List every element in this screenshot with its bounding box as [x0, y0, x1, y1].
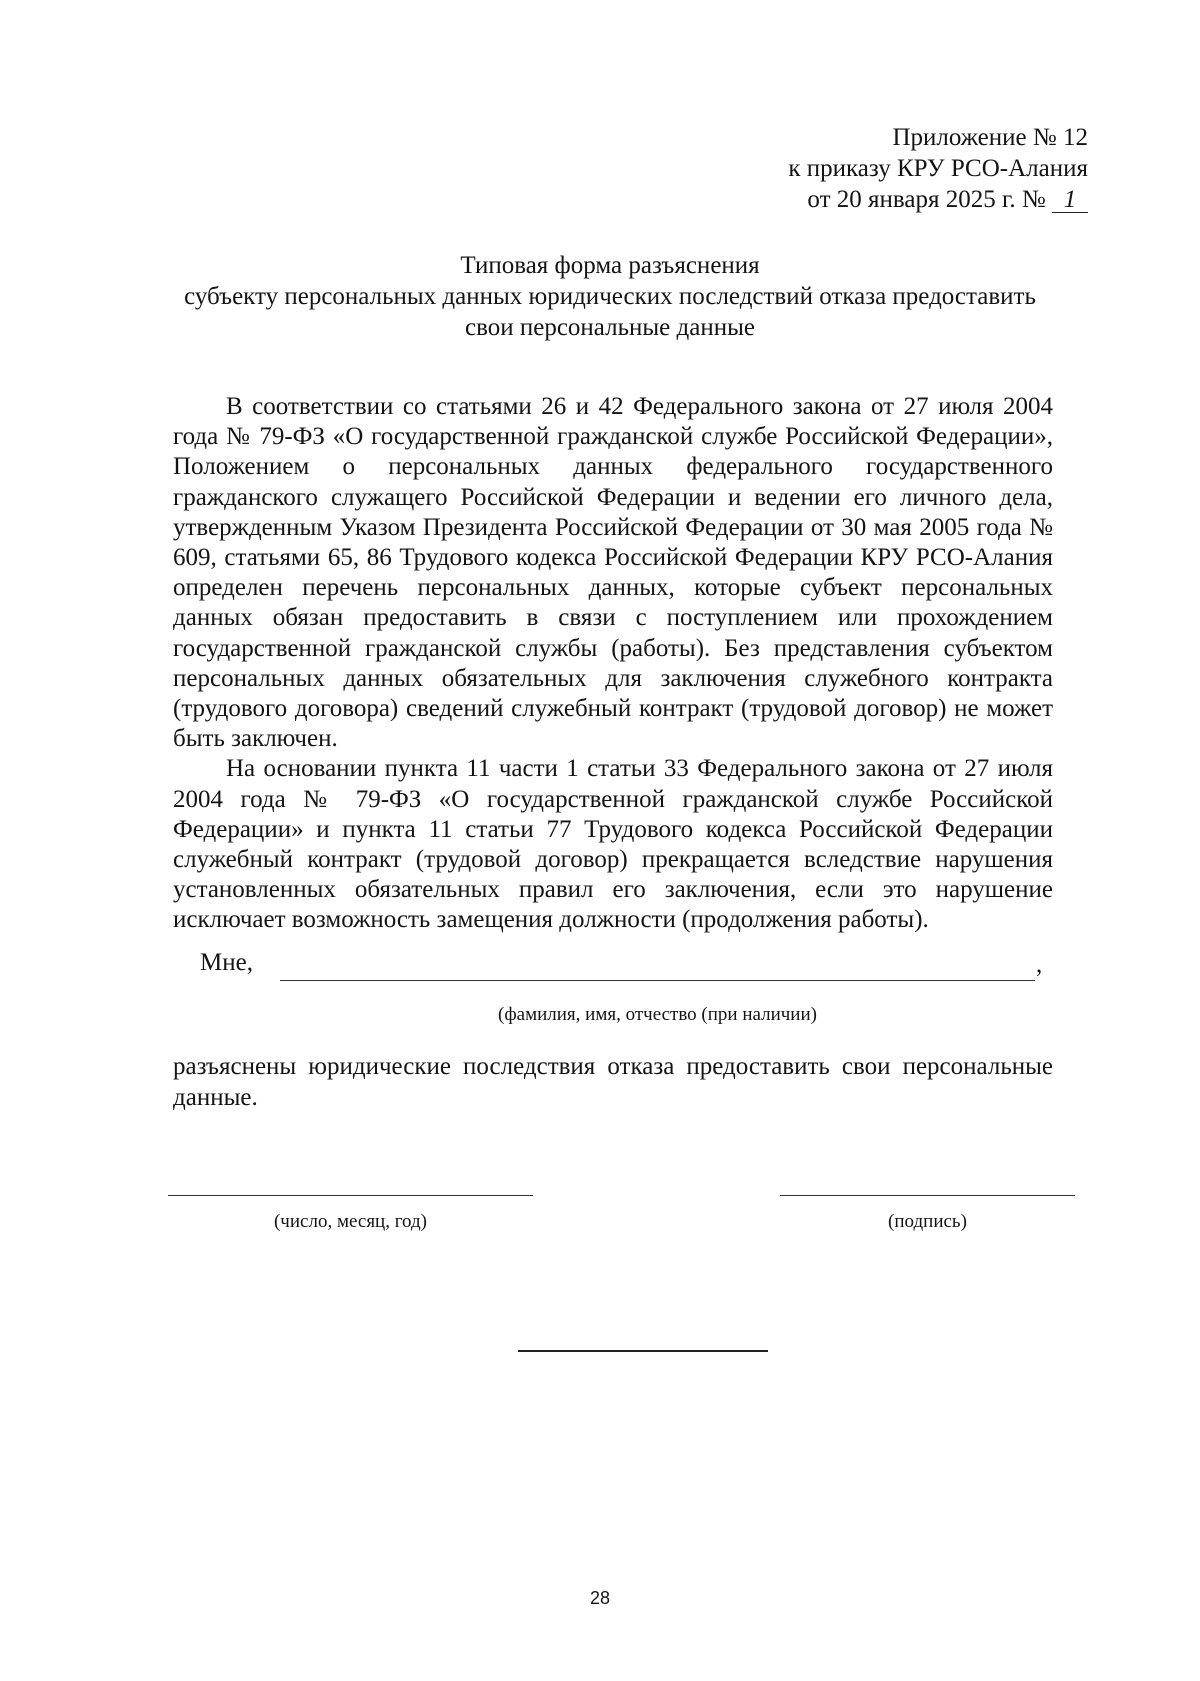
paragraph-1: В соответствии со статьями 26 и 42 Федерального закона от 27 июля 2004 года № 79-ФЗ «О государственной гражданской службе Российской Федерации», Положением о персональных данных федерального государственного гражданского служащего Российской Федерации и ведении его личного дела, утвержденным Указом Президента Российской Федерации от 30 мая 2005 года № 609, статьями 65, 86 Трудового кодекса Российской Федерации КРУ РСО-Алания определен перечень персональных данных, которые субъект персональных данных обязан предоставить в связи с поступлением или прохождением государственной гражданской службы (работы). Без представления субъектом персональных данных обязательных для заключения служебного контракта (трудового договора) сведений служебный контракт (трудовой договор) не может быть заключен. [173, 393, 1053, 753]
title-line-2: субъекту персональных данных юридических последствий отказа предоставить [184, 283, 1036, 310]
appendix-order-date [788, 184, 1088, 215]
title-line-1: Типовая форма разъяснения [460, 252, 760, 279]
order-number: 1 [1052, 188, 1088, 213]
fio-comma: , [1036, 951, 1043, 978]
fio-blank-line[interactable] [280, 980, 1035, 981]
signature-blank-line[interactable] [780, 1195, 1075, 1196]
appendix-order-reference: к приказу КРУ РСО-Алания [788, 155, 1088, 182]
body-text [173, 392, 1053, 936]
appendix-header [788, 122, 1088, 215]
paragraph-2: На основании пункта 11 части 1 статьи 33 Федерального закона от 27 июля 2004 года № 79-ФЗ «О государственной гражданской службе Российской Федерации» и пункта 11 статьи 77 Трудового кодекса Российской Федерации служебный контракт (трудовой договор) прекращается вследствие нарушения установленных обязательных правил его заключения, если это нарушение исключает возможность замещения должности (продолжения работы). [173, 755, 1053, 934]
date-blank-line[interactable] [168, 1195, 533, 1196]
end-separator-line [518, 1350, 768, 1352]
page-number: 28 [589, 1588, 611, 1608]
signature-caption: (подпись) [888, 1211, 967, 1232]
explained-statement: разъяснены юридические последствия отказа предоставить свои персональные данные. [173, 1053, 1053, 1111]
fio-caption: (фамилия, имя, отчество (при наличии) [498, 1004, 817, 1025]
order-date-text: от 20 января 2025 г. № [807, 186, 1052, 213]
appendix-number: Приложение № 12 [892, 124, 1088, 151]
document-title [150, 250, 1070, 343]
date-caption: (число, месяц, год) [273, 1211, 427, 1232]
mne-label: Мне, [200, 949, 253, 976]
title-line-3: свои персональные данные [465, 314, 755, 341]
